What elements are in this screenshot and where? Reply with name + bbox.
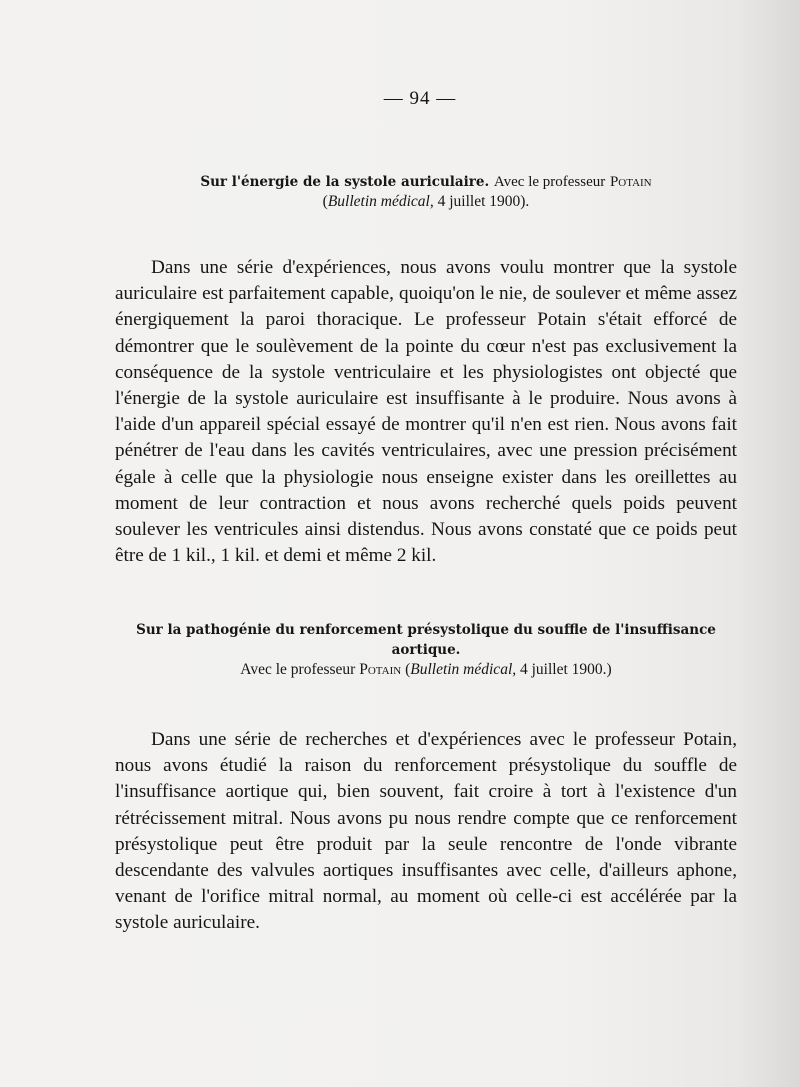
citation — [115, 192, 737, 212]
citation-open: ( — [322, 193, 328, 210]
citation-open: ( — [405, 661, 411, 678]
section-heading: Sur la pathogénie du renforcement présystolique du souffle de l'insuffisance aortique. — [136, 622, 716, 658]
journal-name: Bulletin médical, — [327, 193, 434, 210]
coauthor-intro: Avec le professeur — [493, 174, 606, 190]
publication-date: 4 juillet 1900). — [437, 193, 530, 210]
section-title: Sur l'énergie de la systole auriculaire. — [200, 174, 490, 190]
coauthor-intro: Avec le professeur — [240, 661, 356, 678]
coauthor-name: Potain — [359, 661, 402, 678]
section-systole-auriculaire — [115, 172, 737, 569]
section-heading — [115, 172, 737, 192]
page-number: — 94 — — [383, 88, 457, 109]
publication-date: 4 juillet 1900.) — [520, 661, 612, 678]
coauthor-name: Potain — [609, 174, 652, 190]
section-body: Dans une série de recherches et d'expériences avec le professeur Potain, nous avons étudié la raison du renforcement présystolique du souffle de l'insuffisance aortique qui, bien souvent, fait croire à tort à l'existence d'un rétrécissement mitral. Nous avons pu nous rendre compte que ce renforcement présystolique peut être produit par la seule rencontre de l'onde vibrante descendante des valvules aortiques insuffisantes avec celle, d'ailleurs aphone, venant de l'orifice mitral normal, au moment où celle-ci est accélérée par la systole auriculaire. — [115, 729, 737, 934]
section-body: Dans une série d'expériences, nous avons voulu montrer que la systole auriculaire est parfaitement capable, quoiqu'on le nie, de soulever et même assez énergiquement la paroi thoracique. Le professeur Potain s'était efforcé de démontrer que le soulèvement de la pointe du cœur n'est pas exclusivement la conséquence de la systole ventriculaire et les physiologistes ont objecté que l'énergie de la systole auriculaire est insuffisante à le produire. Nous avons à l'aide d'un appareil spécial essayé de montrer qu'il n'en est rien. Nous avons fait pénétrer de l'eau dans les cavités ventriculaires, avec une pression précisément égale à celle que la physiologie nous enseigne exister dans les oreillettes au moment de leur contraction et nous avons recherché quels poids peuvent soulever les ventricules ainsi distendus. Nous avons constaté que ce poids peut être de 1 kil., 1 kil. et demi et même 2 kil. — [115, 257, 737, 567]
journal-name: Bulletin médical, — [410, 661, 517, 678]
section-insuffisance-aortique — [115, 620, 737, 937]
citation — [115, 660, 737, 680]
